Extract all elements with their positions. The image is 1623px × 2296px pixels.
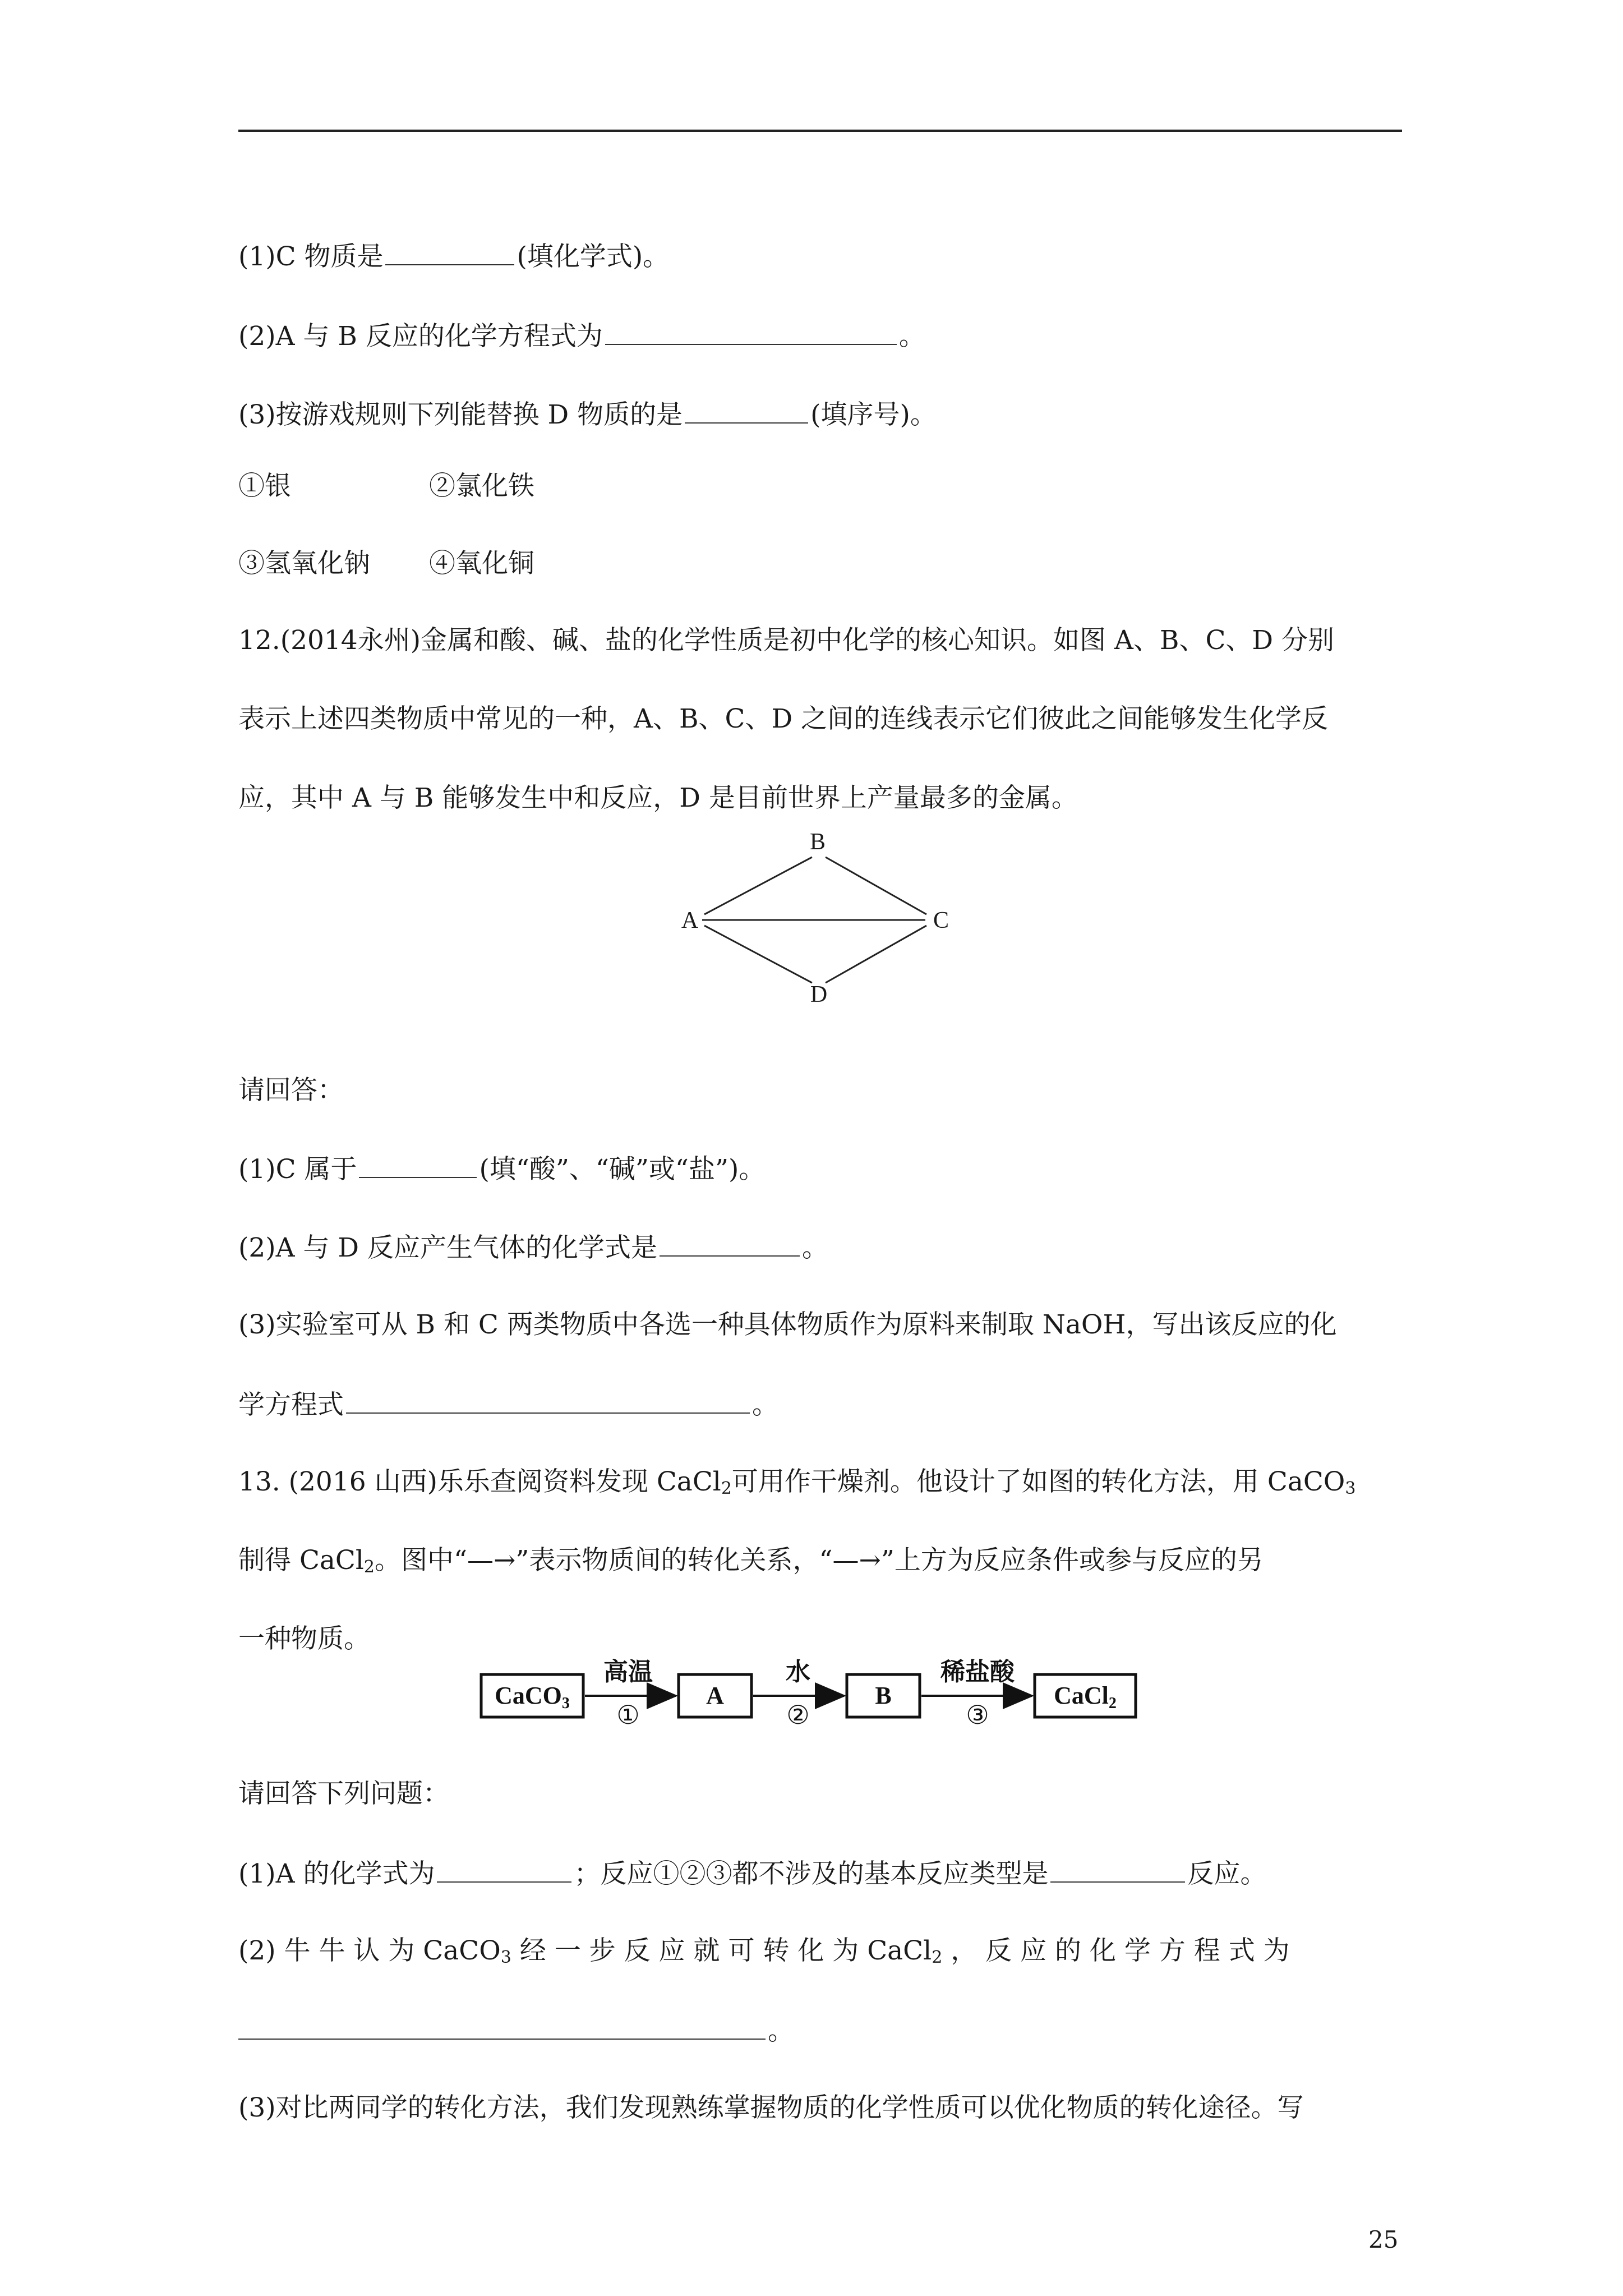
- arrow-2-reagent: 水: [786, 1658, 810, 1686]
- q11-part1: [238, 238, 669, 274]
- node-b: B: [809, 829, 826, 855]
- q13-part2-text: 经 一 步 反 应 就 可 转 化 为 CaCl: [511, 1935, 932, 1966]
- box-a-label: A: [706, 1682, 724, 1709]
- q13-stem-text: 可用作干燥剂。他设计了如图的转化方法，用 CaCO: [731, 1466, 1345, 1497]
- subscript: 3: [500, 1948, 511, 1967]
- q13-stem-line-2: [238, 1544, 1264, 1577]
- q11-part3-hint: (填序号)。: [810, 399, 937, 430]
- box-caco3-label: CaCO3: [495, 1682, 570, 1712]
- subscript: 2: [363, 1557, 375, 1577]
- q11-part2-text: (2)A 与 B 反应的化学方程式为: [238, 321, 603, 352]
- edge-a-b: [704, 857, 812, 914]
- q11-part3: [238, 397, 937, 432]
- q11-part1-text: (1)C 物质是: [238, 241, 384, 272]
- option-3: ③氢氧化钠: [238, 548, 370, 579]
- subscript: 3: [1345, 1479, 1356, 1498]
- header-rule: [238, 130, 1402, 132]
- node-d: D: [810, 982, 828, 1007]
- option-4: ④氧化铜: [429, 548, 534, 579]
- q11-part2: [238, 318, 925, 353]
- q13-part2-text: (2) 牛 牛 认 为 CaCO: [238, 1935, 501, 1966]
- q12-part2-text: (2)A 与 D 反应产生气体的化学式是: [238, 1232, 658, 1263]
- q12-stem-line-2: 表示上述四类物质中常见的一种，A、B、C、D 之间的连线表示它们彼此之间能够发生化学反: [238, 703, 1329, 734]
- arrow-1-step: ①: [616, 1700, 640, 1730]
- answer-blank[interactable]: [605, 318, 897, 345]
- q12-part3-text: 学方程式: [238, 1389, 344, 1420]
- q13-part3: (3)对比两同学的转化方法，我们发现熟练掌握物质的化学性质可以优化物质的转化途径。写: [238, 2092, 1304, 2123]
- q12-part3-line-1: (3)实验室可从 B 和 C 两类物质中各选一种具体物质作为原料来制取 NaOH，写出该反应的化: [238, 1309, 1337, 1340]
- q11-options-row-2: [238, 547, 534, 581]
- answer-blank[interactable]: [685, 397, 808, 424]
- q13-part2-end: 。: [768, 2016, 794, 2046]
- q12-prompt: 请回答：: [238, 1075, 344, 1106]
- answer-blank[interactable]: [238, 2013, 766, 2040]
- q11-part3-text: (3)按游戏规则下列能替换 D 物质的是: [238, 399, 683, 430]
- node-c: C: [933, 908, 949, 933]
- q12-part1-text: (1)C 属于: [238, 1154, 357, 1185]
- q13-part1-end: 反应。: [1187, 1858, 1267, 1889]
- q13-part1-text: ；反应①②③都不涉及的基本反应类型是: [574, 1858, 1049, 1889]
- edge-b-c: [826, 857, 926, 914]
- arrow-1-condition: 高温: [603, 1658, 653, 1686]
- option-1: ①银: [238, 471, 291, 501]
- q12-stem-line-3: 应，其中 A 与 B 能够发生中和反应，D 是目前世界上产量最多的金属。: [238, 783, 1078, 813]
- answer-blank[interactable]: [385, 238, 514, 265]
- q13-conversion-flow: [479, 1658, 1152, 1731]
- answer-blank[interactable]: [437, 1856, 571, 1883]
- q13-part2-text: ， 反 应 的 化 学 方 程 式 为: [942, 1935, 1290, 1966]
- q13-stem-text: 制得 CaCl: [238, 1545, 364, 1576]
- q11-part1-hint: (填化学式)。: [517, 241, 670, 272]
- answer-blank[interactable]: [359, 1151, 477, 1178]
- q13-stem-line-3: 一种物质。: [238, 1623, 370, 1654]
- page-number: 25: [1368, 2226, 1399, 2253]
- edge-a-d: [704, 926, 812, 983]
- answer-blank[interactable]: [660, 1230, 800, 1257]
- q12-stem-line-1: 12.(2014永州)金属和酸、碱、盐的化学性质是初中化学的核心知识。如图 A、B、C、D 分别: [238, 625, 1335, 656]
- q13-stem-text: 13. (2016 山西)乐乐查阅资料发现 CaCl: [238, 1466, 721, 1497]
- q12-part2-end: 。: [802, 1232, 829, 1263]
- q13-part2: [238, 1934, 1290, 1968]
- q12-reaction-diagram: [673, 825, 965, 1015]
- node-a: A: [681, 908, 699, 933]
- q12-part2: [238, 1230, 828, 1265]
- arrow-2-step: ②: [786, 1700, 810, 1730]
- q12-part1: [238, 1151, 765, 1186]
- subscript: 2: [932, 1948, 943, 1967]
- arrow-3-step: ③: [966, 1700, 989, 1730]
- option-2: ②氯化铁: [429, 471, 534, 501]
- q13-prompt: 请回答下列问题：: [238, 1778, 449, 1809]
- q13-part1-text: (1)A 的化学式为: [238, 1858, 435, 1889]
- q13-part1: [238, 1856, 1266, 1891]
- box-b-label: B: [875, 1682, 892, 1709]
- subscript: 2: [721, 1479, 732, 1498]
- q13-stem-text: 。图中“—→”表示物质间的转化关系，“—→”上方为反应条件或参与反应的另: [375, 1545, 1264, 1576]
- q12-part1-hint: (填“酸”、“碱”或“盐”)。: [479, 1154, 766, 1185]
- answer-blank[interactable]: [346, 1387, 750, 1414]
- q13-stem-line-1: [238, 1465, 1355, 1499]
- q13-part2-answer-line: [238, 2013, 794, 2048]
- arrow-3-reagent: 稀盐酸: [940, 1658, 1015, 1686]
- q11-options-row-1: [238, 470, 534, 503]
- edge-d-c: [826, 926, 926, 983]
- box-cacl2-label: CaCl2: [1054, 1682, 1117, 1712]
- q12-part3-line-2: [238, 1387, 778, 1422]
- q12-part3-end: 。: [752, 1389, 778, 1420]
- q11-part2-end: 。: [898, 321, 925, 352]
- answer-blank[interactable]: [1050, 1856, 1185, 1883]
